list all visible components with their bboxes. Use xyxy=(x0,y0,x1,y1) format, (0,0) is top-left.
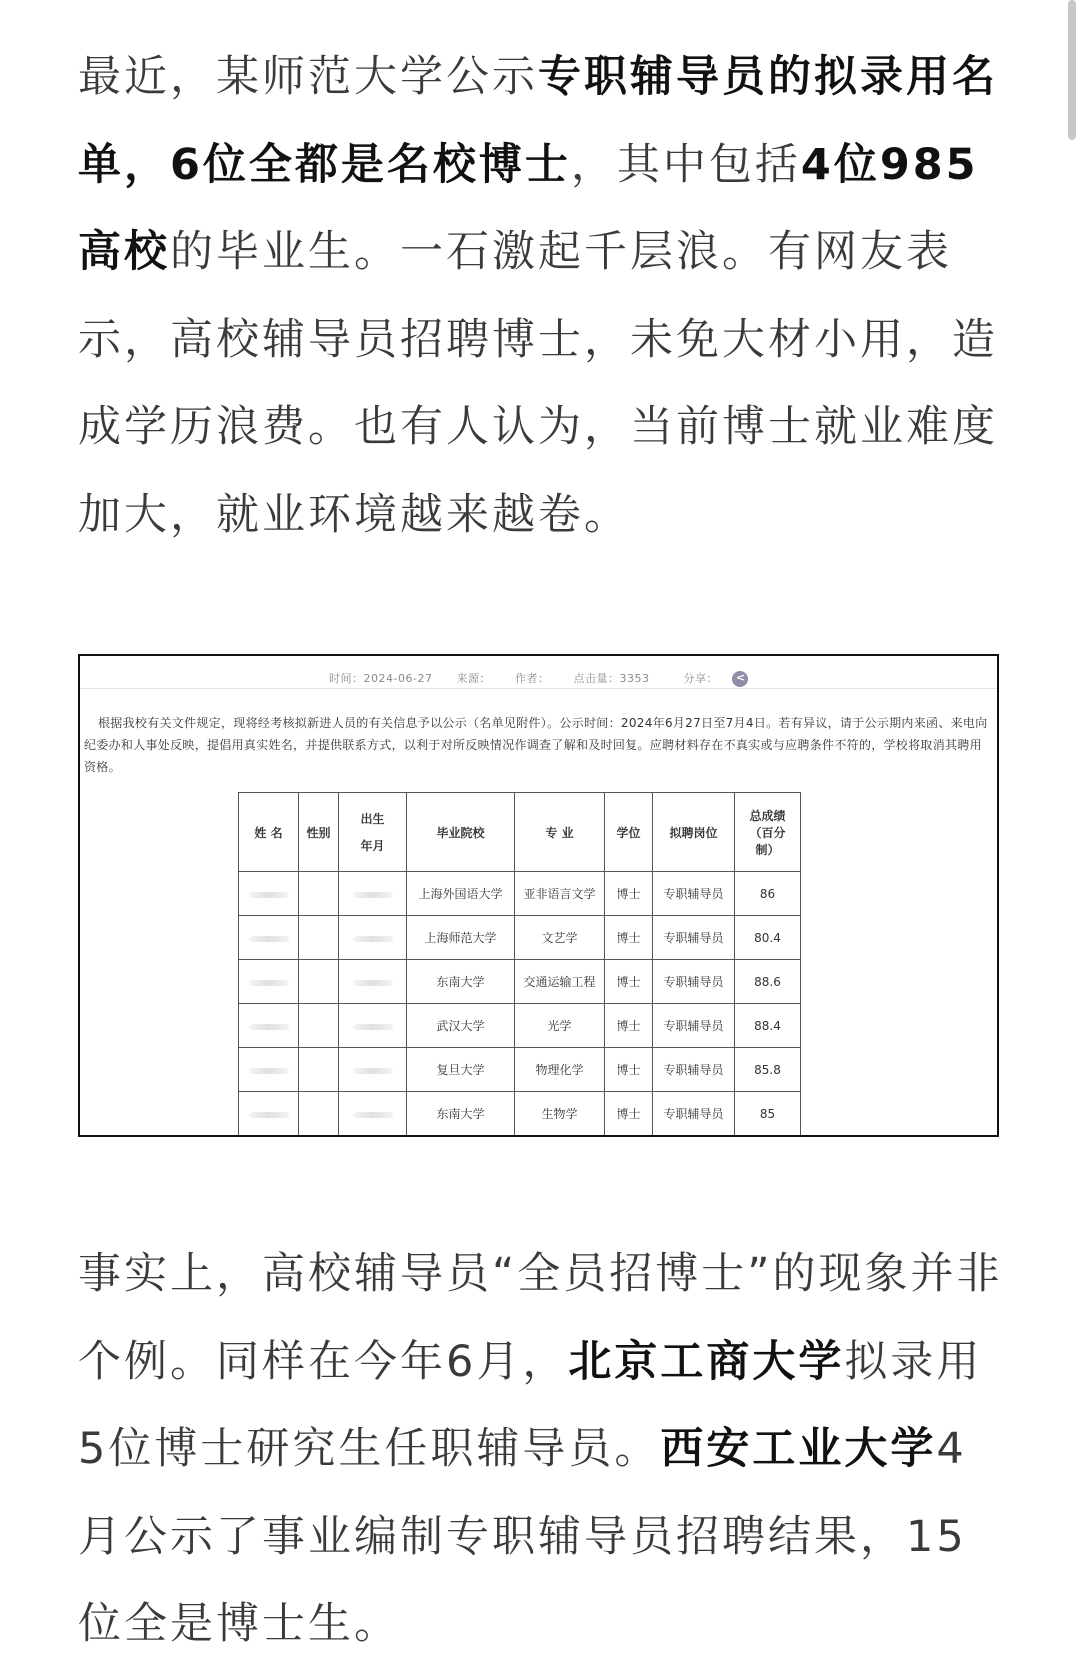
cell-school: 上海外国语大学 xyxy=(407,872,515,916)
th-degree: 学位 xyxy=(605,793,653,872)
followup-bold-2: 西安工业大学 xyxy=(660,1424,937,1474)
followup-text-1: 事实上，高校辅导员“全员招博士”的现象并非个例。同样在今年6月， xyxy=(78,1249,1003,1387)
cell-score: 80.4 xyxy=(735,916,801,960)
th-school: 毕业院校 xyxy=(407,793,515,872)
cell-gender-redacted xyxy=(299,872,339,916)
cell-major: 交通运输工程 xyxy=(515,960,605,1004)
th-birth-2: 年月 xyxy=(360,839,385,853)
table-row xyxy=(239,1004,801,1048)
meta-share xyxy=(673,672,748,685)
followup-bold-1: 北京工商大学 xyxy=(568,1336,845,1387)
cell-major: 物理化学 xyxy=(515,1048,605,1092)
cell-name-redacted xyxy=(239,960,299,1004)
cell-gender-redacted xyxy=(299,1092,339,1136)
cell-birth-redacted xyxy=(339,872,407,916)
cell-birth-redacted xyxy=(339,1092,407,1136)
notice-text: 根据我校有关文件规定，现将经考核拟新进人员的有关信息予以公示（名单见附件）。公示时间：2024年6月27日至7月4日。若有异议，请于公示期内来函、来电向纪委办和人事处反映，提倡用真实姓名，并提供联系方式，以利于对所反映情况作调查了解和及时回复。应聘材料存在不真实或与应聘条件不符的，学校将取消其聘用资格。 xyxy=(84,716,988,774)
cell-name-redacted xyxy=(239,1004,299,1048)
article-meta xyxy=(80,670,997,687)
cell-post: 专职辅导员 xyxy=(653,960,735,1004)
cell-score: 86 xyxy=(735,872,801,916)
cell-gender-redacted xyxy=(299,1048,339,1092)
meta-clicks: 点击量：3353 xyxy=(573,672,650,685)
cell-post: 专职辅导员 xyxy=(653,1004,735,1048)
meta-share-label: 分享： xyxy=(683,672,718,685)
cell-score: 85 xyxy=(735,1092,801,1136)
intro-text-1: 最近，某师范大学公示 xyxy=(78,52,538,102)
th-name: 姓 名 xyxy=(239,793,299,872)
intro-text-2: ，其中包括 xyxy=(570,139,801,190)
cell-school: 东南大学 xyxy=(407,1092,515,1136)
cell-degree: 博士 xyxy=(605,1004,653,1048)
cell-major: 光学 xyxy=(515,1004,605,1048)
th-score-3: 制） xyxy=(755,842,780,857)
cell-degree: 博士 xyxy=(605,960,653,1004)
cell-degree: 博士 xyxy=(605,1048,653,1092)
cell-degree: 博士 xyxy=(605,916,653,960)
th-post: 拟聘岗位 xyxy=(653,793,735,872)
intro-bold-2: 4位985高校 xyxy=(78,139,979,277)
cell-name-redacted xyxy=(239,1048,299,1092)
cell-post: 专职辅导员 xyxy=(653,916,735,960)
scrollbar[interactable] xyxy=(1068,0,1076,140)
meta-divider xyxy=(80,688,997,689)
cell-gender-redacted xyxy=(299,960,339,1004)
th-birth xyxy=(339,793,407,872)
th-major: 专 业 xyxy=(515,793,605,872)
cell-post: 专职辅导员 xyxy=(653,1048,735,1092)
cell-birth-redacted xyxy=(339,1048,407,1092)
cell-major: 亚非语言文学 xyxy=(515,872,605,916)
followup-paragraph xyxy=(78,1231,1008,1669)
cell-birth-redacted xyxy=(339,960,407,1004)
cell-school: 武汉大学 xyxy=(407,1004,515,1048)
intro-bold-1: 专职辅导员的拟录用名单，6位全都是名校博士 xyxy=(78,52,998,190)
th-score-1: 总成绩 xyxy=(749,808,786,823)
intro-paragraph xyxy=(78,34,1008,559)
notice-screenshot xyxy=(78,654,999,1137)
cell-birth-redacted xyxy=(339,1004,407,1048)
intro-text-3: 的毕业生。一石激起千层浪。有网友表示，高校辅导员招聘博士，未免大材小用，造成学历浪费。也有人认为，当前博士就业难度加大，就业环境越来越卷。 xyxy=(78,227,998,540)
cell-major: 生物学 xyxy=(515,1092,605,1136)
cell-school: 东南大学 xyxy=(407,960,515,1004)
cell-school: 复旦大学 xyxy=(407,1048,515,1092)
cell-school: 上海师范大学 xyxy=(407,916,515,960)
cell-post: 专职辅导员 xyxy=(653,1092,735,1136)
table-row xyxy=(239,916,801,960)
cell-score: 88.6 xyxy=(735,960,801,1004)
th-birth-1: 出生 xyxy=(360,812,385,826)
table-row xyxy=(239,960,801,1004)
meta-source: 来源： xyxy=(456,672,491,685)
cell-birth-redacted xyxy=(339,916,407,960)
share-icon[interactable] xyxy=(732,671,748,687)
cell-gender-redacted xyxy=(299,916,339,960)
followup-text-3: 4月公示了事业编制专职辅导员招聘结果，15位全是博士生。 xyxy=(78,1424,967,1649)
cell-post: 专职辅导员 xyxy=(653,872,735,916)
th-gender: 性别 xyxy=(299,793,339,872)
candidate-table xyxy=(238,792,801,1136)
cell-name-redacted xyxy=(239,1092,299,1136)
cell-major: 文艺学 xyxy=(515,916,605,960)
meta-time: 时间：2024-06-27 xyxy=(329,672,433,685)
followup-text-2: 拟录用5位博士研究生任职辅导员。 xyxy=(78,1336,983,1474)
table-row xyxy=(239,1048,801,1092)
cell-score: 85.8 xyxy=(735,1048,801,1092)
cell-degree: 博士 xyxy=(605,872,653,916)
th-score-2: （百分 xyxy=(749,825,786,840)
meta-author: 作者： xyxy=(514,672,550,685)
table-row xyxy=(239,872,801,916)
table-header-row xyxy=(239,793,801,872)
cell-name-redacted xyxy=(239,916,299,960)
cell-gender-redacted xyxy=(299,1004,339,1048)
th-score xyxy=(735,793,801,872)
cell-degree: 博士 xyxy=(605,1092,653,1136)
cell-score: 88.4 xyxy=(735,1004,801,1048)
table-row xyxy=(239,1092,801,1136)
cell-name-redacted xyxy=(239,872,299,916)
